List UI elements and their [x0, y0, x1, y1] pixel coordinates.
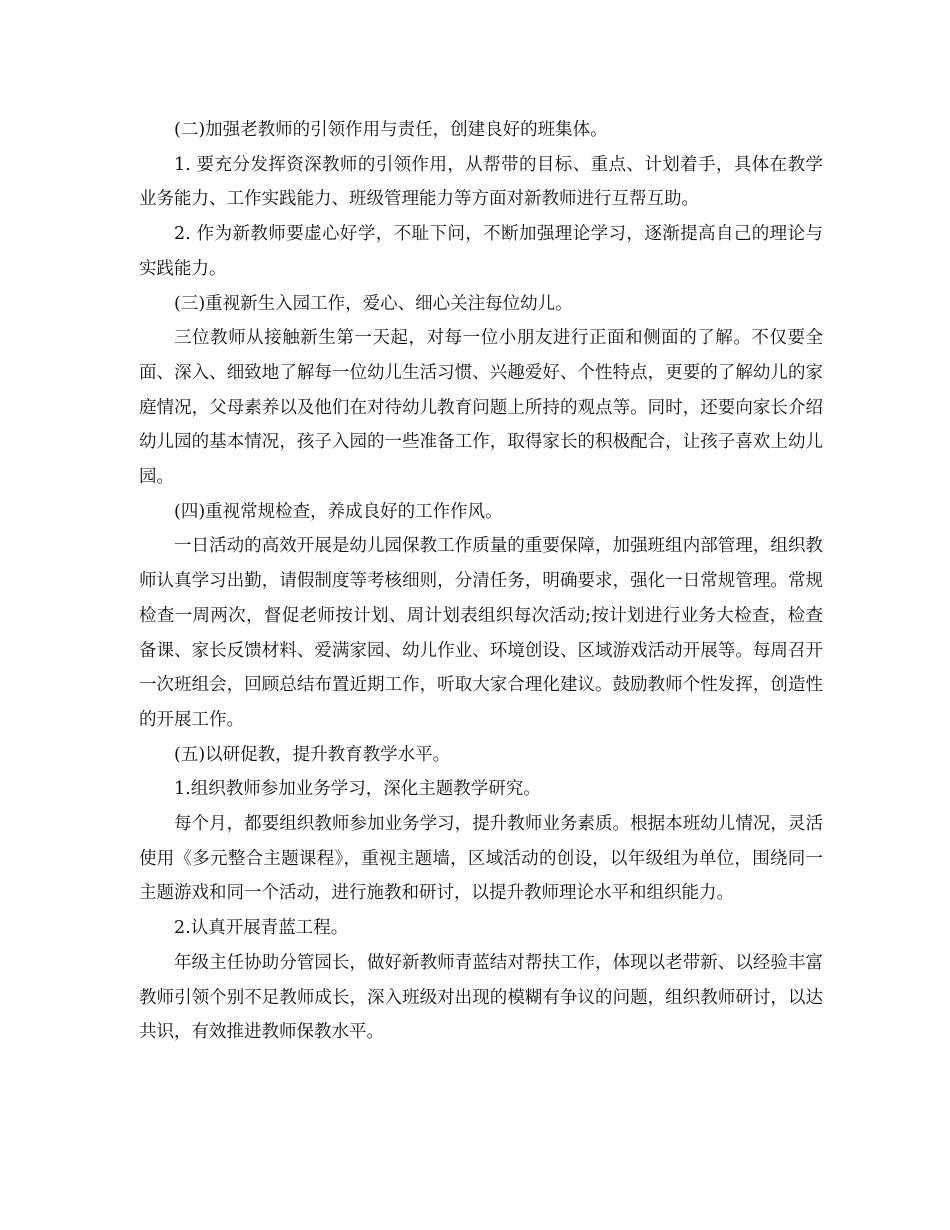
paragraph: 2. 作为新教师要虚心好学，不耻下问，不断加强理论学习，逐渐提高自己的理论与实践能力。 [139, 224, 823, 279]
paragraph: 年级主任协助分管园长，做好新教师青蓝结对帮扶工作，体现以老带新、以经验丰富教师引领个别不足教师成长，深入班级对出现的模糊有争议的问题，组织教师研讨，以达共识，有效推进教师保教水平。 [139, 952, 823, 1043]
section-heading-3: (三)重视新生入园工作，爱心、细心关注每位幼儿。 [174, 293, 573, 314]
paragraph: 一日活动的高效开展是幼儿园保教工作质量的重要保障，加强班组内部管理，组织教师认真学习出勤，请假制度等考核细则，分清任务，明确要求，强化一日常规管理。常规检查一周两次，督促老师按计划、周计划表组织每次活动;按计划进行业务大检查，检查备课、家长反馈材料、爱满家园、幼儿作业、环境创设、区域游戏活动开展等。每周召开一次班组会，回顾总结布置近期工作，听取大家合理化建议。鼓励教师个性发挥，创造性的开展工作。 [139, 536, 823, 730]
section-heading-2: (二)加强老教师的引领作用与责任，创建良好的班集体。 [174, 120, 608, 140]
subheading: 2.认真开展青蓝工程。 [174, 918, 349, 939]
paragraph: 1. 要充分发挥资深教师的引领作用，从帮带的目标、重点、计划着手，具体在教学业务能力、工作实践能力、班级管理能力等方面对新教师进行互帮互助。 [139, 154, 823, 210]
paragraph: 每个月，都要组织教师参加业务学习，提升教师业务素质。根据本班幼儿情况，灵活使用《多元整合主题课程》，重视主题墙，区域活动的创设，以年级组为单位，围绕同一主题游戏和同一个活动，进行施教和研讨，以提升教师理论水平和组织能力。 [139, 814, 823, 904]
subheading: 1.组织教师参加业务学习，深化主题教学研究。 [174, 779, 541, 800]
section-heading-5: (五)以研促教，提升教育教学水平。 [174, 744, 451, 765]
paragraph: 三位教师从接触新生第一天起，对每一位小朋友进行正面和侧面的了解。不仅要全面、深入、细致地了解每一位幼儿生活习惯、兴趣爱好、个性特点，更要的了解幼儿的家庭情况，父母素养以及他们在对待幼儿教育问题上所持的观点等。同时，还要向家长介绍幼儿园的基本情况，孩子入园的一些准备工作，取得家长的积极配合，让孩子喜欢上幼儿园。 [139, 328, 823, 488]
section-heading-4: (四)重视常规检查，养成良好的工作作风。 [174, 501, 503, 522]
document-body [139, 113, 823, 1050]
